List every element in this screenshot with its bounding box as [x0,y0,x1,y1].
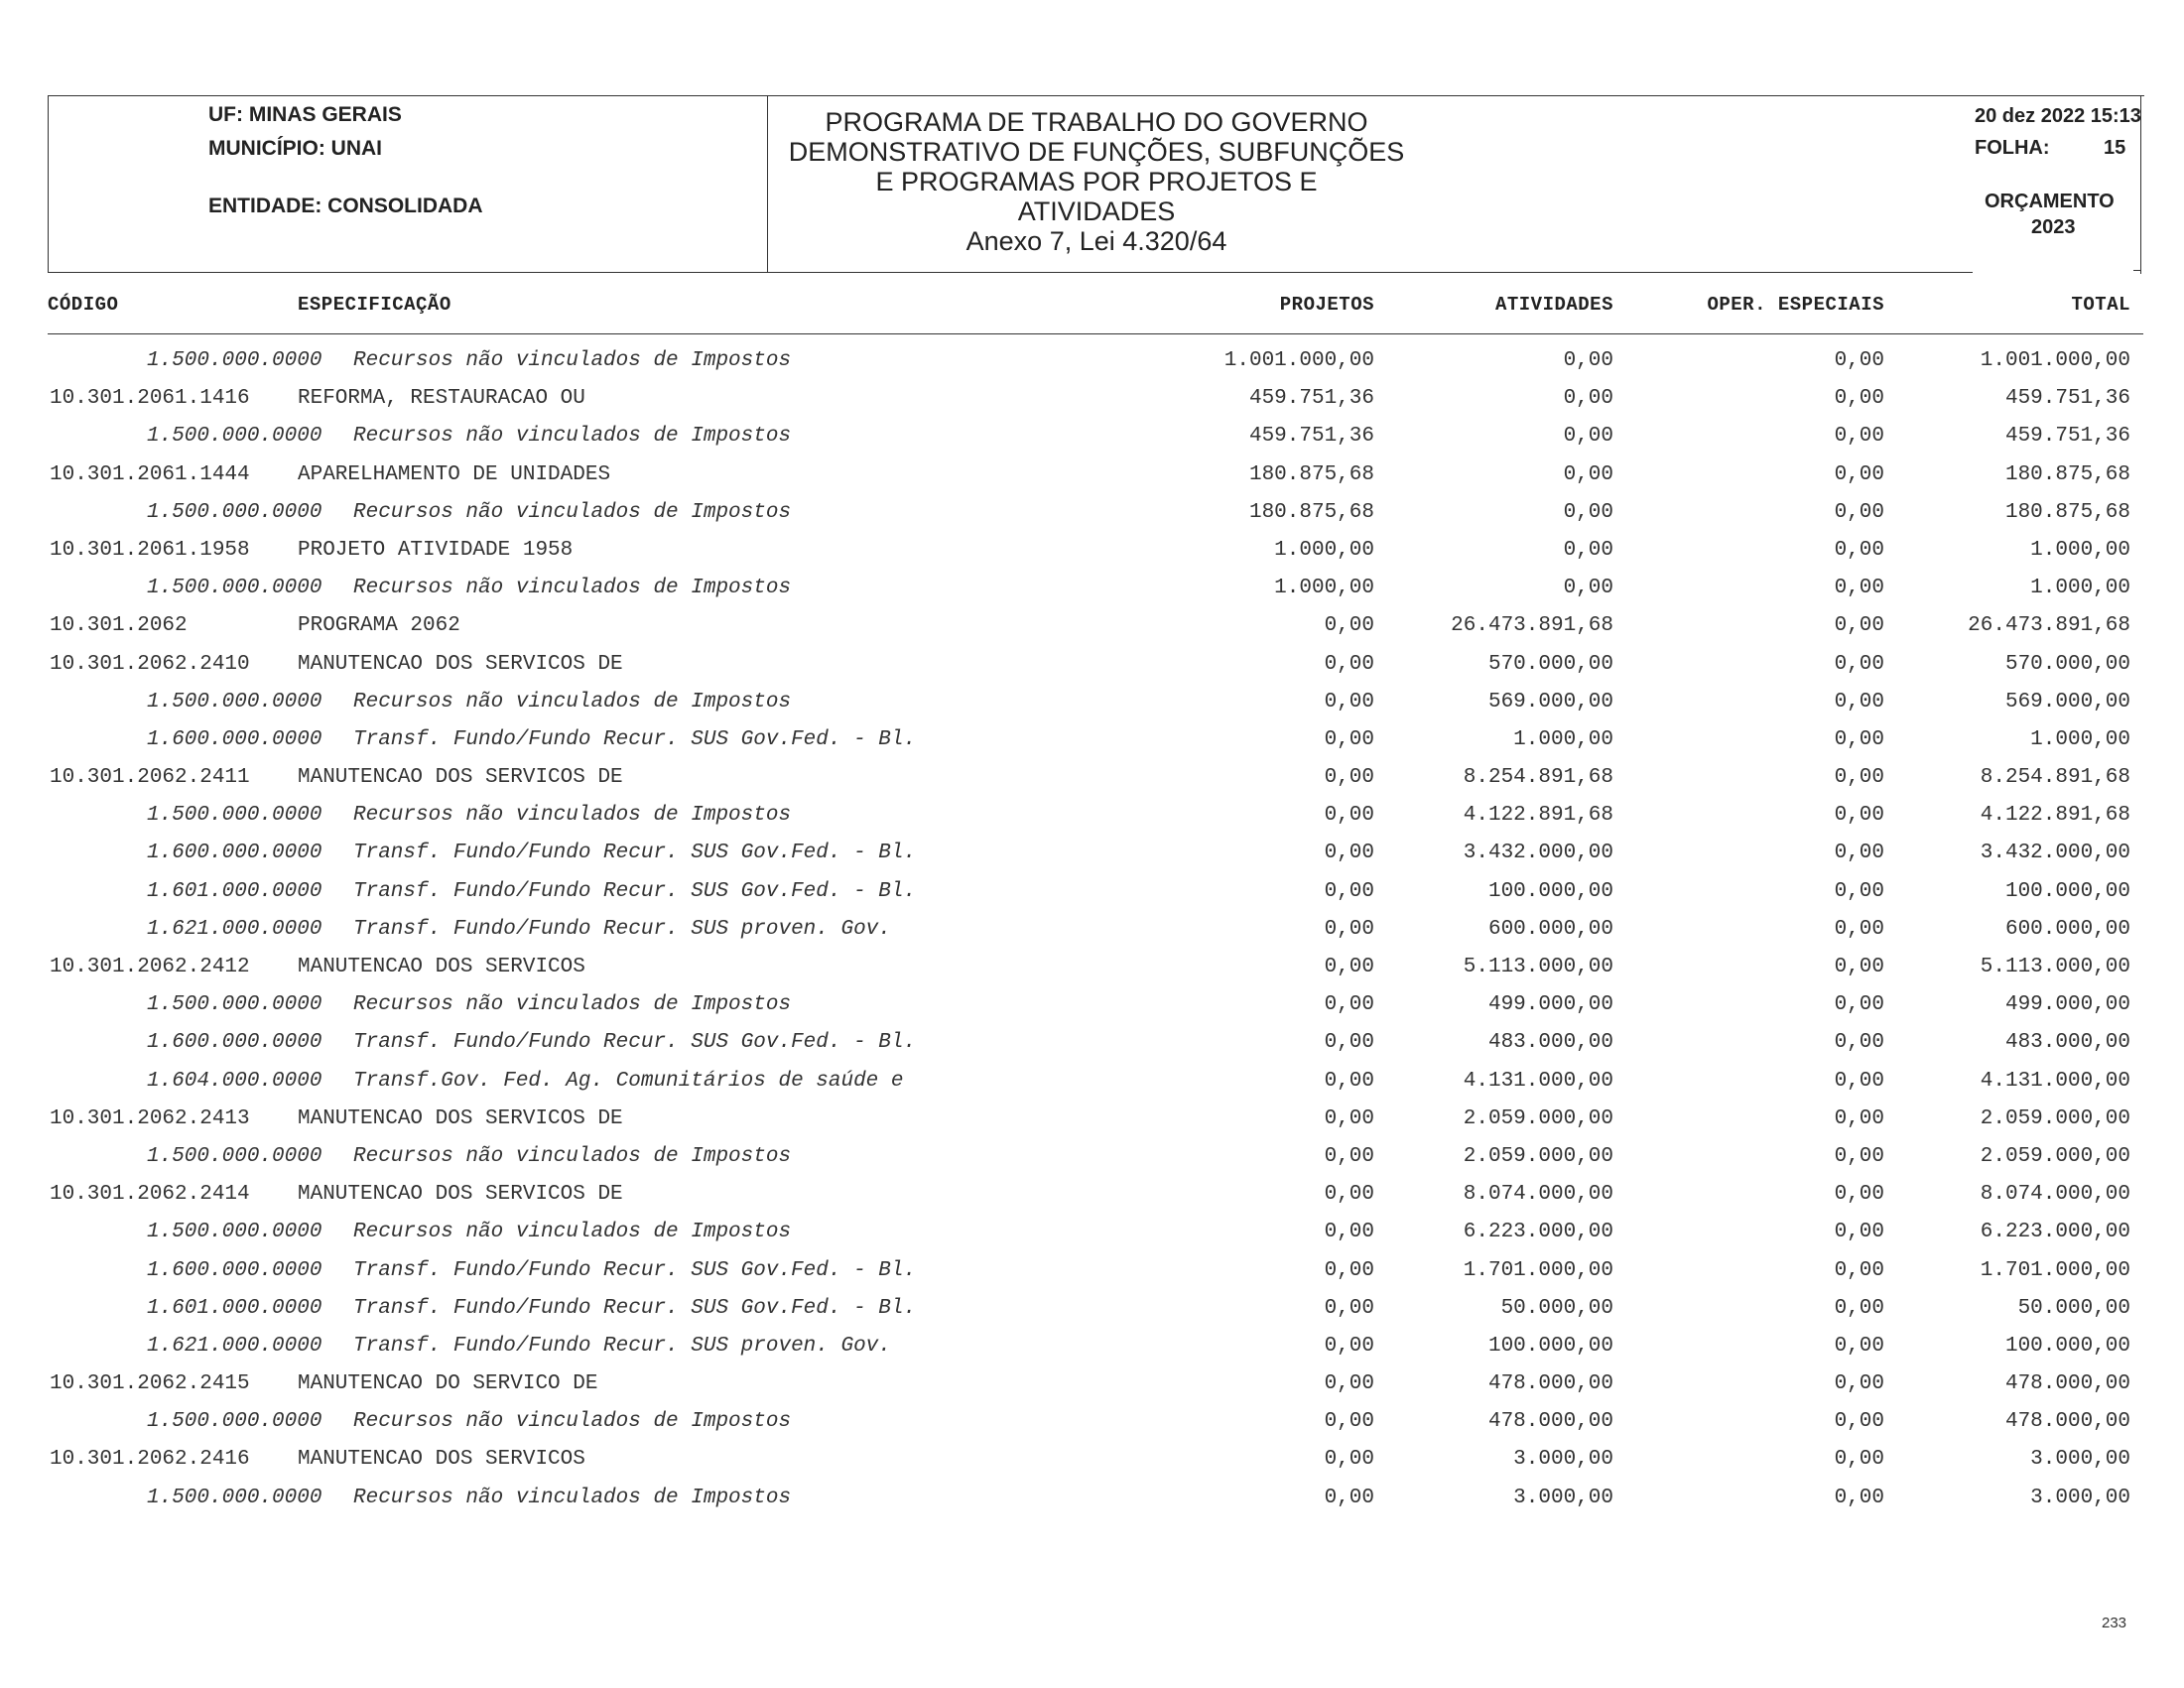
row-atividades: 8.074.000,00 [1463,1183,1613,1207]
report-title-line-5: Anexo 7, Lei 4.320/64 [965,226,1227,256]
row-code: 10.301.2062 [50,614,188,638]
row-oper-especiais: 0,00 [1834,1258,1884,1282]
row-projetos: 0,00 [1324,1031,1374,1055]
row-total: 8.074.000,00 [1980,1183,2130,1207]
row-description: Recursos não vinculados de Impostos [353,1486,792,1509]
row-description: REFORMA, RESTAURACAO OU [298,387,585,411]
report-title-line-3: E PROGRAMAS POR PROJETOS E [875,167,1318,196]
row-code: 1.600.000.0000 [147,727,322,751]
header-tick-mark [2133,270,2141,271]
row-code: 10.301.2062.2416 [50,1448,250,1472]
row-code: 10.301.2062.2410 [50,652,250,676]
row-atividades: 5.113.000,00 [1463,956,1613,978]
table-row [0,1064,2184,1102]
row-total: 478.000,00 [2004,1410,2130,1434]
row-total: 569.000,00 [2004,690,2130,714]
row-atividades: 26.473.891,68 [1451,614,1613,638]
table-row [0,1366,2184,1404]
header-bottom-rule [48,272,1973,273]
report-title-line-4: ATIVIDADES [1017,196,1176,226]
row-description: Transf. Fundo/Fundo Recur. SUS Gov.Fed. - Bl. [353,1296,917,1320]
row-description: Recursos não vinculados de Impostos [353,349,792,372]
row-projetos: 0,00 [1324,1106,1374,1130]
orcamento-year: 2023 [2031,216,2076,238]
row-projetos: 0,00 [1324,727,1374,751]
row-total: 5.113.000,00 [1980,956,2130,978]
row-projetos: 0,00 [1324,1296,1374,1320]
row-description: MANUTENCAO DOS SERVICOS DE [298,1106,623,1130]
row-oper-especiais: 0,00 [1834,842,1884,865]
row-code: 10.301.2061.1444 [50,462,250,486]
row-total: 1.000,00 [2030,727,2130,751]
row-projetos: 0,00 [1324,1410,1374,1434]
row-total: 180.875,68 [2004,500,2130,524]
row-total: 2.059.000,00 [1980,1106,2130,1130]
row-oper-especiais: 0,00 [1834,804,1884,828]
table-row [0,798,2184,836]
row-total: 1.000,00 [2030,577,2130,600]
row-description: Recursos não vinculados de Impostos [353,804,792,828]
row-description: MANUTENCAO DOS SERVICOS [298,956,585,978]
row-projetos: 0,00 [1324,1486,1374,1509]
report-datetime: 20 dez 2022 15:13 [1975,105,2141,127]
row-atividades: 0,00 [1563,577,1613,600]
table-row [0,1177,2184,1215]
table-row [0,608,2184,646]
table-row [0,419,2184,456]
row-total: 3.000,00 [2030,1486,2130,1509]
row-total: 4.122.891,68 [1980,804,2130,828]
row-total: 8.254.891,68 [1980,766,2130,790]
row-code: 10.301.2061.1958 [50,538,250,562]
row-description: Transf. Fundo/Fundo Recur. SUS Gov.Fed. - Bl. [353,842,917,865]
row-projetos: 1.001.000,00 [1223,349,1374,372]
row-description: Recursos não vinculados de Impostos [353,690,792,714]
row-atividades: 0,00 [1563,387,1613,411]
col-codigo: CÓDIGO [48,294,119,316]
row-description: MANUTENCAO DOS SERVICOS DE [298,766,623,790]
table-row [0,1442,2184,1480]
table-row [0,533,2184,571]
row-total: 3.000,00 [2030,1448,2130,1472]
row-projetos: 0,00 [1324,956,1374,978]
table-row [0,1329,2184,1366]
row-projetos: 0,00 [1324,1144,1374,1168]
row-code: 1.500.000.0000 [147,1144,322,1168]
row-code: 1.600.000.0000 [147,1031,322,1055]
row-atividades: 1.000,00 [1513,727,1613,751]
row-oper-especiais: 0,00 [1834,349,1884,372]
page-number: 233 [2102,1615,2127,1631]
column-header-rule [48,333,2143,334]
row-atividades: 2.059.000,00 [1463,1144,1613,1168]
table-row [0,495,2184,533]
row-oper-especiais: 0,00 [1834,462,1884,486]
row-oper-especiais: 0,00 [1834,1372,1884,1396]
table-row [0,1253,2184,1291]
row-total: 100.000,00 [2004,1334,2130,1358]
row-projetos: 1.000,00 [1274,538,1374,562]
row-projetos: 0,00 [1324,1069,1374,1093]
row-code: 1.600.000.0000 [147,842,322,865]
row-atividades: 50.000,00 [1500,1296,1613,1320]
row-total: 4.131.000,00 [1980,1069,2130,1093]
entidade-label: ENTIDADE: CONSOLIDADA [208,195,483,217]
row-oper-especiais: 0,00 [1834,652,1884,676]
row-total: 570.000,00 [2004,652,2130,676]
row-code: 1.500.000.0000 [147,993,322,1017]
row-atividades: 8.254.891,68 [1463,766,1613,790]
row-description: Transf. Fundo/Fundo Recur. SUS Gov.Fed. - Bl. [353,1031,917,1055]
row-code: 1.500.000.0000 [147,425,322,449]
row-total: 180.875,68 [2004,462,2130,486]
row-total: 100.000,00 [2004,879,2130,903]
row-code: 1.601.000.0000 [147,1296,322,1320]
row-oper-especiais: 0,00 [1834,690,1884,714]
table-row [0,912,2184,950]
row-description: APARELHAMENTO DE UNIDADES [298,462,611,486]
row-oper-especiais: 0,00 [1834,917,1884,941]
row-description: Recursos não vinculados de Impostos [353,1410,792,1434]
row-oper-especiais: 0,00 [1834,1183,1884,1207]
report-title [754,107,1439,256]
row-total: 50.000,00 [2017,1296,2130,1320]
row-atividades: 1.701.000,00 [1463,1258,1613,1282]
row-total: 3.432.000,00 [1980,842,2130,865]
row-code: 1.500.000.0000 [147,500,322,524]
row-atividades: 0,00 [1563,538,1613,562]
row-oper-especiais: 0,00 [1834,1221,1884,1244]
row-oper-especiais: 0,00 [1834,766,1884,790]
row-projetos: 0,00 [1324,842,1374,865]
row-total: 1.001.000,00 [1980,349,2130,372]
row-oper-especiais: 0,00 [1834,577,1884,600]
table-row [0,685,2184,722]
row-code: 1.621.000.0000 [147,1334,322,1358]
row-code: 10.301.2062.2414 [50,1183,250,1207]
orcamento-label: ORÇAMENTO [1985,191,2115,212]
row-oper-especiais: 0,00 [1834,1031,1884,1055]
report-title-line-2: DEMONSTRATIVO DE FUNÇÕES, SUBFUNÇÕES [788,137,1405,167]
row-description: Transf. Fundo/Fundo Recur. SUS proven. Gov. [353,1334,891,1358]
row-projetos: 0,00 [1324,1448,1374,1472]
row-projetos: 180.875,68 [1248,500,1374,524]
row-code: 10.301.2061.1416 [50,387,250,411]
table-row [0,1025,2184,1063]
row-atividades: 6.223.000,00 [1463,1221,1613,1244]
row-code: 1.500.000.0000 [147,1221,322,1244]
row-code: 1.604.000.0000 [147,1069,322,1093]
row-total: 1.000,00 [2030,538,2130,562]
row-projetos: 180.875,68 [1248,462,1374,486]
row-atividades: 499.000,00 [1487,993,1613,1017]
row-description: Recursos não vinculados de Impostos [353,500,792,524]
row-total: 2.059.000,00 [1980,1144,2130,1168]
row-oper-especiais: 0,00 [1834,1334,1884,1358]
row-atividades: 4.131.000,00 [1463,1069,1613,1093]
row-atividades: 478.000,00 [1487,1410,1613,1434]
row-atividades: 0,00 [1563,462,1613,486]
row-code: 10.301.2062.2413 [50,1106,250,1130]
row-description: Transf. Fundo/Fundo Recur. SUS Gov.Fed. - Bl. [353,1258,917,1282]
row-oper-especiais: 0,00 [1834,1106,1884,1130]
row-code: 1.500.000.0000 [147,349,322,372]
row-code: 1.500.000.0000 [147,577,322,600]
row-oper-especiais: 0,00 [1834,614,1884,638]
table-row [0,343,2184,381]
row-projetos: 0,00 [1324,690,1374,714]
row-atividades: 2.059.000,00 [1463,1106,1613,1130]
row-atividades: 569.000,00 [1487,690,1613,714]
row-code: 1.500.000.0000 [147,804,322,828]
row-code: 1.500.000.0000 [147,1410,322,1434]
row-oper-especiais: 0,00 [1834,1486,1884,1509]
row-description: Transf. Fundo/Fundo Recur. SUS Gov.Fed. - Bl. [353,879,917,903]
row-atividades: 100.000,00 [1487,879,1613,903]
col-especificacao: ESPECIFICAÇÃO [298,294,451,316]
row-projetos: 0,00 [1324,614,1374,638]
row-total: 600.000,00 [2004,917,2130,941]
row-code: 1.601.000.0000 [147,879,322,903]
row-projetos: 0,00 [1324,993,1374,1017]
row-code: 10.301.2062.2411 [50,766,250,790]
row-description: Transf. Fundo/Fundo Recur. SUS proven. Gov. [353,917,891,941]
table-row [0,571,2184,608]
row-atividades: 570.000,00 [1487,652,1613,676]
row-atividades: 0,00 [1563,349,1613,372]
row-projetos: 0,00 [1324,917,1374,941]
row-code: 10.301.2062.2412 [50,956,250,978]
row-projetos: 459.751,36 [1248,387,1374,411]
row-projetos: 0,00 [1324,1334,1374,1358]
report-title-line-1: PROGRAMA DE TRABALHO DO GOVERNO [825,107,1368,137]
row-code: 10.301.2062.2415 [50,1372,250,1396]
row-total: 459.751,36 [2004,387,2130,411]
row-description: PROGRAMA 2062 [298,614,460,638]
table-row [0,722,2184,760]
row-projetos: 0,00 [1324,1221,1374,1244]
row-description: Transf. Fundo/Fundo Recur. SUS Gov.Fed. - Bl. [353,727,917,751]
row-description: MANUTENCAO DOS SERVICOS DE [298,652,623,676]
row-description: Recursos não vinculados de Impostos [353,577,792,600]
row-projetos: 0,00 [1324,1258,1374,1282]
row-total: 478.000,00 [2004,1372,2130,1396]
row-oper-especiais: 0,00 [1834,1069,1884,1093]
row-atividades: 0,00 [1563,500,1613,524]
row-oper-especiais: 0,00 [1834,387,1884,411]
row-atividades: 0,00 [1563,425,1613,449]
row-oper-especiais: 0,00 [1834,727,1884,751]
table-row [0,760,2184,798]
row-description: MANUTENCAO DOS SERVICOS [298,1448,585,1472]
table-row [0,874,2184,912]
row-oper-especiais: 0,00 [1834,1448,1884,1472]
table-row [0,987,2184,1025]
row-total: 1.701.000,00 [1980,1258,2130,1282]
folha-label: FOLHA: [1975,137,2050,159]
table-row [0,1291,2184,1329]
row-description: Transf.Gov. Fed. Ag. Comunitários de saúde e [353,1069,904,1093]
row-total: 459.751,36 [2004,425,2130,449]
row-code: 1.500.000.0000 [147,1486,322,1509]
row-description: MANUTENCAO DO SERVICO DE [298,1372,598,1396]
table-row [0,647,2184,685]
row-oper-especiais: 0,00 [1834,1144,1884,1168]
row-description: PROJETO ATIVIDADE 1958 [298,538,574,562]
row-oper-especiais: 0,00 [1834,993,1884,1017]
row-total: 6.223.000,00 [1980,1221,2130,1244]
row-code: 1.600.000.0000 [147,1258,322,1282]
col-projetos: PROJETOS [1279,294,1374,316]
row-description: Recursos não vinculados de Impostos [353,425,792,449]
folha-value: 15 [2104,137,2126,159]
municipio-label: MUNICÍPIO: UNAI [208,137,382,160]
row-total: 499.000,00 [2004,993,2130,1017]
row-atividades: 3.000,00 [1513,1448,1613,1472]
row-atividades: 600.000,00 [1487,917,1613,941]
table-row [0,1139,2184,1177]
row-description: MANUTENCAO DOS SERVICOS DE [298,1183,623,1207]
row-total: 483.000,00 [2004,1031,2130,1055]
col-total: TOTAL [2071,294,2130,316]
row-oper-especiais: 0,00 [1834,500,1884,524]
table-row [0,836,2184,873]
row-projetos: 459.751,36 [1248,425,1374,449]
row-projetos: 0,00 [1324,1183,1374,1207]
table-row [0,950,2184,987]
row-projetos: 0,00 [1324,879,1374,903]
row-projetos: 1.000,00 [1274,577,1374,600]
table-row [0,1102,2184,1139]
row-description: Recursos não vinculados de Impostos [353,993,792,1017]
table-row [0,381,2184,419]
row-atividades: 3.000,00 [1513,1486,1613,1509]
col-oper-especiais: OPER. ESPECIAIS [1707,294,1884,316]
row-atividades: 478.000,00 [1487,1372,1613,1396]
table-row [0,1215,2184,1252]
row-oper-especiais: 0,00 [1834,1296,1884,1320]
row-projetos: 0,00 [1324,766,1374,790]
col-atividades: ATIVIDADES [1494,294,1613,316]
row-code: 1.621.000.0000 [147,917,322,941]
table-row [0,1481,2184,1518]
row-oper-especiais: 0,00 [1834,1410,1884,1434]
row-oper-especiais: 0,00 [1834,956,1884,978]
row-total: 26.473.891,68 [1968,614,2130,638]
row-oper-especiais: 0,00 [1834,879,1884,903]
row-oper-especiais: 0,00 [1834,538,1884,562]
row-atividades: 3.432.000,00 [1463,842,1613,865]
row-projetos: 0,00 [1324,804,1374,828]
uf-label: UF: MINAS GERAIS [208,103,402,126]
table-row [0,1404,2184,1442]
row-oper-especiais: 0,00 [1834,425,1884,449]
row-description: Recursos não vinculados de Impostos [353,1221,792,1244]
data-table [0,343,2184,1518]
row-projetos: 0,00 [1324,1372,1374,1396]
row-atividades: 100.000,00 [1487,1334,1613,1358]
row-code: 1.500.000.0000 [147,690,322,714]
row-atividades: 4.122.891,68 [1463,804,1613,828]
row-atividades: 483.000,00 [1487,1031,1613,1055]
row-description: Recursos não vinculados de Impostos [353,1144,792,1168]
table-row [0,457,2184,495]
row-projetos: 0,00 [1324,652,1374,676]
